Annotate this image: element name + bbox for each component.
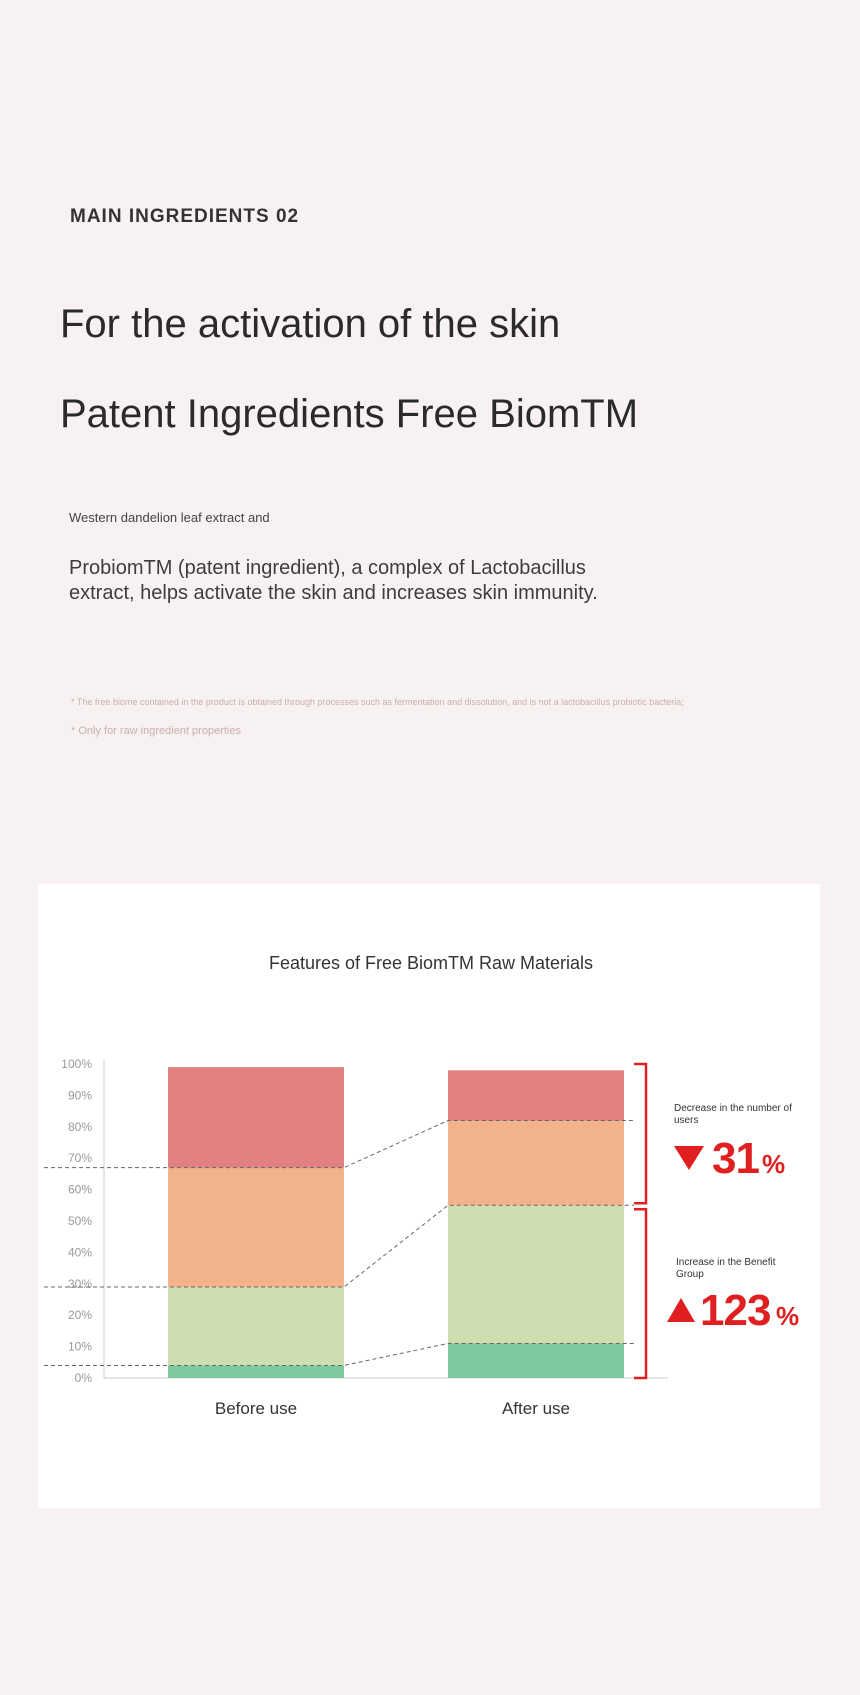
y-tick-label: 0%: [74, 1371, 92, 1385]
x-category-label: After use: [501, 1399, 571, 1418]
annotation-increase-label-line: Group: [676, 1269, 704, 1280]
bracket-increase: [634, 1209, 646, 1378]
annotation-decrease-label-line: Decrease in the number of: [674, 1103, 792, 1114]
y-tick-label: 80%: [67, 1119, 92, 1134]
y-tick-label: 100%: [61, 1057, 92, 1071]
triangle-up-icon: [667, 1298, 695, 1322]
bar-segment-after-1: [448, 1205, 624, 1343]
footnote-1: * The free biome contained in the product is obtained through processes such as fermentation and dissolution, and is not a lactobacillus probiotic bacteria;: [71, 697, 684, 707]
bar-segment-before-2: [168, 1168, 344, 1287]
section-eyebrow: MAIN INGREDIENTS 02: [70, 206, 300, 227]
bar-segment-before-0: [168, 1365, 344, 1378]
annotation-increase-label-line: Increase in the Benefit: [676, 1257, 776, 1268]
bar-segment-after-2: [448, 1121, 624, 1206]
body-text: ProbiomTM (patent ingredient), a complex of Lactobacillus extract, helps activate the skin and increases skin immunity.: [69, 557, 598, 604]
lead-text: Western dandelion leaf extract and: [69, 510, 270, 525]
chart-title: Features of Free BiomTM Raw Materials: [268, 953, 594, 973]
y-tick-label: 90%: [67, 1088, 92, 1103]
y-tick-label: 60%: [67, 1182, 92, 1197]
y-tick-label: 10%: [67, 1339, 92, 1354]
bar-segment-after-3: [448, 1070, 624, 1120]
bar-segment-after-0: [448, 1343, 624, 1378]
chart-card: [38, 884, 820, 1508]
bar-segment-before-3: [168, 1067, 344, 1167]
headline-line-1: For the activation of the skin: [60, 302, 561, 346]
stacked-bar-chart: [38, 884, 820, 1508]
y-tick-label: 50%: [67, 1214, 92, 1228]
annotation-decrease-unit: %: [762, 1149, 786, 1179]
annotation-decrease-value: 31: [712, 1134, 759, 1183]
x-category-label: Before use: [214, 1399, 298, 1418]
bracket-decrease: [634, 1064, 646, 1203]
y-tick-label: 20%: [67, 1308, 92, 1323]
annotation-increase-unit: %: [776, 1301, 800, 1331]
y-tick-label: 30%: [67, 1276, 92, 1291]
headline-line-2: Patent Ingredients Free BiomTM: [60, 392, 639, 436]
footnote-2: * Only for raw ingredient properties: [71, 725, 241, 737]
triangle-down-icon: [674, 1146, 704, 1170]
annotation-decrease-label-line: users: [674, 1115, 699, 1126]
y-tick-label: 70%: [67, 1151, 92, 1166]
annotation-increase-value: 123: [700, 1286, 771, 1335]
bar-segment-before-1: [168, 1287, 344, 1366]
y-tick-label: 40%: [67, 1245, 92, 1260]
